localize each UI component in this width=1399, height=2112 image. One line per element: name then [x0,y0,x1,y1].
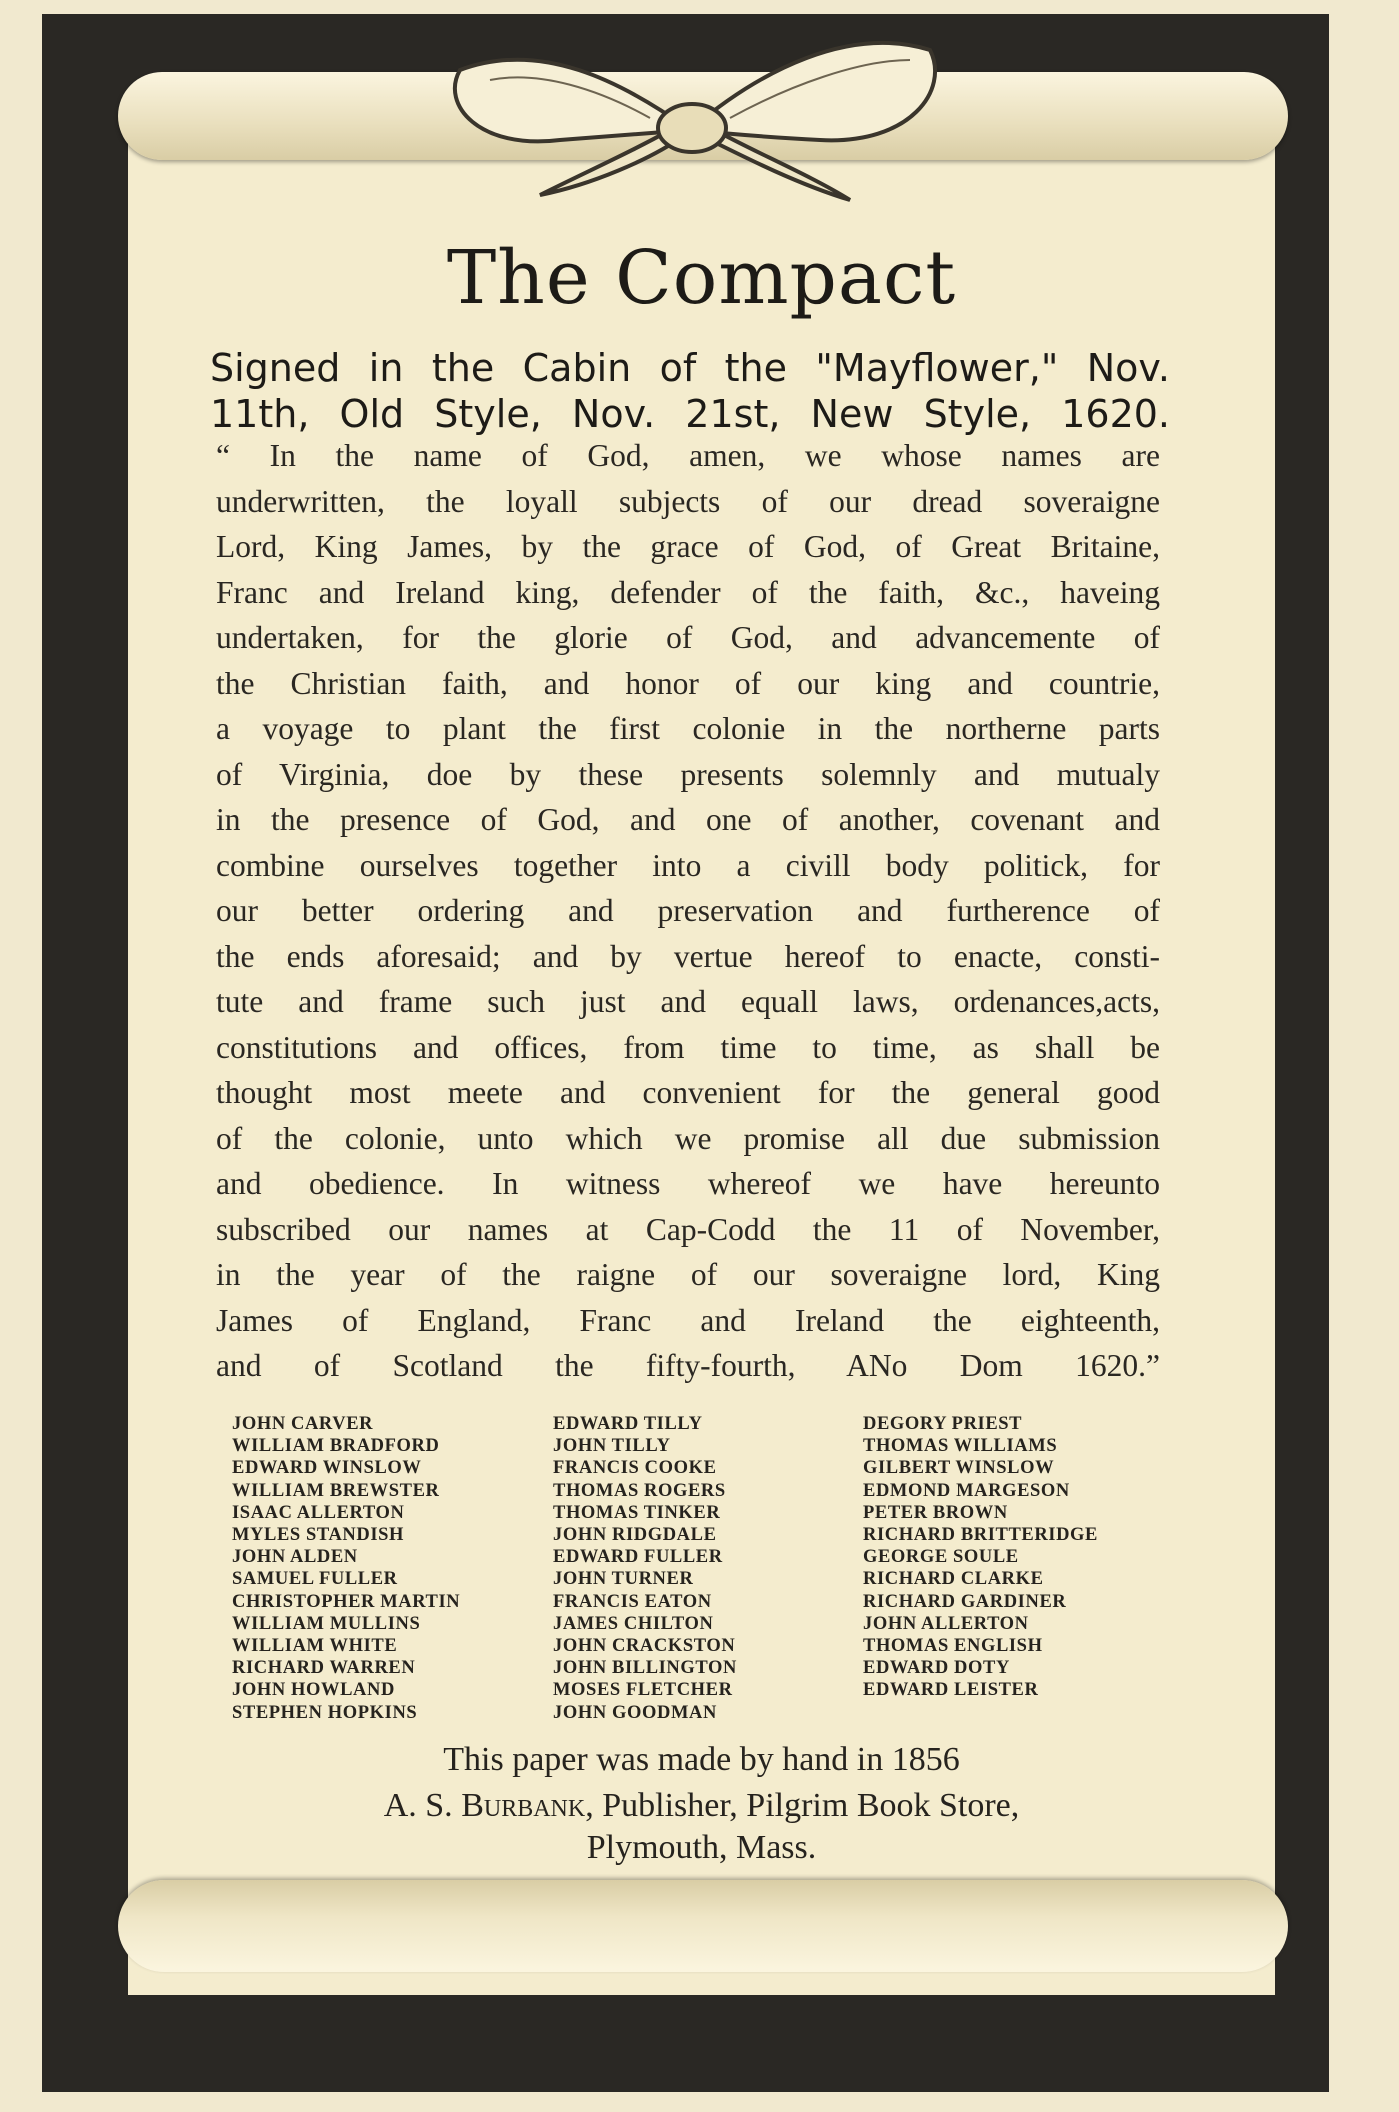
signer-name: WILLIAM BREWSTER [232,1480,440,1501]
scroll-bottom-roll [118,1880,1288,1972]
signer-name: EDWARD TILLY [553,1414,703,1434]
signer-name: JOHN ALDEN [232,1547,358,1568]
signer-name: JOHN TURNER [553,1569,694,1590]
signers-column-1 [232,1413,460,1724]
signer-name: EDWARD LEISTER [863,1680,1039,1701]
signer-name: JOHN ALLERTON [863,1613,1029,1634]
signer-name: JOHN HOWLAND [232,1680,395,1701]
subtitle [210,345,1170,437]
compact-line: Lord, King James, by the grace of God, of Great Britaine, [216,529,1160,564]
compact-line: in the year of the raigne of our soveraigne lord, King [216,1257,1160,1292]
signer-name: THOMAS TINKER [553,1502,721,1523]
signer-name: SAMUEL FULLER [232,1569,398,1590]
signer-name: MYLES STANDISH [232,1525,405,1546]
compact-line: subscribed our names at Cap-Codd the 11 of November, [216,1211,1160,1247]
signer-name: FRANCIS EATON [553,1591,712,1612]
ribbon-bow-icon [420,10,960,210]
footer-location: Plymouth, Mass. [586,1829,817,1866]
signer-name: ISAAC ALLERTON [232,1502,405,1523]
compact-line: the ends aforesaid; and by vertue hereof to enacte, consti- [216,938,1160,974]
signer-name: JOHN GOODMAN [553,1702,717,1723]
compact-line: tute and frame such just and equall laws, ordenances,acts, [216,984,1160,1019]
signer-name: MOSES FLETCHER [553,1680,733,1701]
compact-line: and obedience. In witness whereof we have hereunto [216,1166,1160,1201]
signer-name: WILLIAM WHITE [232,1636,398,1657]
compact-line: a voyage to plant the first colonie in the northerne parts [216,711,1160,746]
publisher-name: Burbank [461,1787,586,1824]
signer-name: GEORGE SOULE [863,1547,1019,1568]
signer-name: JOHN TILLY [553,1436,671,1457]
signer-name: RICHARD WARREN [232,1658,416,1679]
signer-name: JOHN RIDGDALE [553,1525,717,1546]
signers-column-2 [553,1413,737,1724]
compact-line: underwritten, the loyall subjects of our dread soveraigne [216,483,1160,519]
signers-column-3 [863,1413,1098,1702]
signer-name: THOMAS ROGERS [553,1480,726,1501]
compact-line: the Christian faith, and honor of our king and countrie, [216,665,1160,701]
signer-name: JAMES CHILTON [553,1613,714,1634]
footer-publisher [128,1784,1275,1828]
signer-name: EDWARD FULLER [553,1547,723,1568]
signer-name: RICHARD CLARKE [863,1569,1044,1590]
signer-name: PETER BROWN [863,1502,1008,1523]
signer-name: EDMOND MARGESON [863,1480,1070,1501]
publisher-initials: A. S. [383,1787,453,1824]
signer-name: EDWARD WINSLOW [232,1458,422,1479]
signer-name: EDWARD DOTY [863,1658,1010,1679]
signer-name: RICHARD BRITTERIDGE [863,1525,1098,1546]
page-title: The Compact [446,235,957,321]
compact-line: our better ordering and preservation and furtherence of [216,893,1160,928]
subtitle-line-1: Signed in the Cabin of the "Mayflower," Nov. [210,346,1170,390]
signer-name: JOHN CRACKSTON [553,1636,736,1657]
signer-name: WILLIAM MULLINS [232,1613,421,1634]
signer-name: CHRISTOPHER MARTIN [232,1591,461,1612]
signer-name: THOMAS WILLIAMS [863,1436,1058,1457]
compact-line: in the presence of God, and one of another, covenant and [216,802,1160,837]
subtitle-line-2: 11th, Old Style, Nov. 21st, New Style, 1620. [210,392,1170,436]
publisher-store: , Publisher, Pilgrim Book Store, [585,1787,1020,1824]
signer-name: JOHN BILLINGTON [553,1658,737,1679]
compact-text [216,433,1160,1389]
signer-name: THOMAS ENGLISH [863,1636,1043,1657]
compact-line: of Virginia, doe by these presents solemnly and mutualy [216,756,1160,792]
signer-name: STEPHEN HOPKINS [232,1702,418,1723]
compact-line: Franc and Ireland king, defender of the faith, &c., haveing [216,574,1160,610]
compact-line: “ In the name of God, amen, we whose names are [216,438,1160,473]
compact-line: constitutions and offices, from time to time, as shall be [216,1029,1160,1065]
compact-line: thought most meete and convenient for the general good [216,1075,1160,1110]
compact-line: and of Scotland the fifty-fourth, ANo Dom 1620.” [216,1348,1160,1383]
signer-name: RICHARD GARDINER [863,1591,1067,1612]
footer-paper-note: This paper was made by hand in 1856 [443,1741,960,1778]
compact-line: undertaken, for the glorie of God, and advancemente of [216,620,1160,655]
compact-line: James of England, Franc and Ireland the eighteenth, [216,1302,1160,1338]
signer-name: GILBERT WINSLOW [863,1458,1055,1479]
signer-name: FRANCIS COOKE [553,1458,717,1479]
signer-name: DEGORY PRIEST [863,1414,1023,1434]
signer-name: JOHN CARVER [232,1414,374,1434]
signer-name: WILLIAM BRADFORD [232,1436,440,1457]
compact-line: combine ourselves together into a civill body politick, for [216,847,1160,883]
compact-line: of the colonie, unto which we promise all due submission [216,1120,1160,1156]
